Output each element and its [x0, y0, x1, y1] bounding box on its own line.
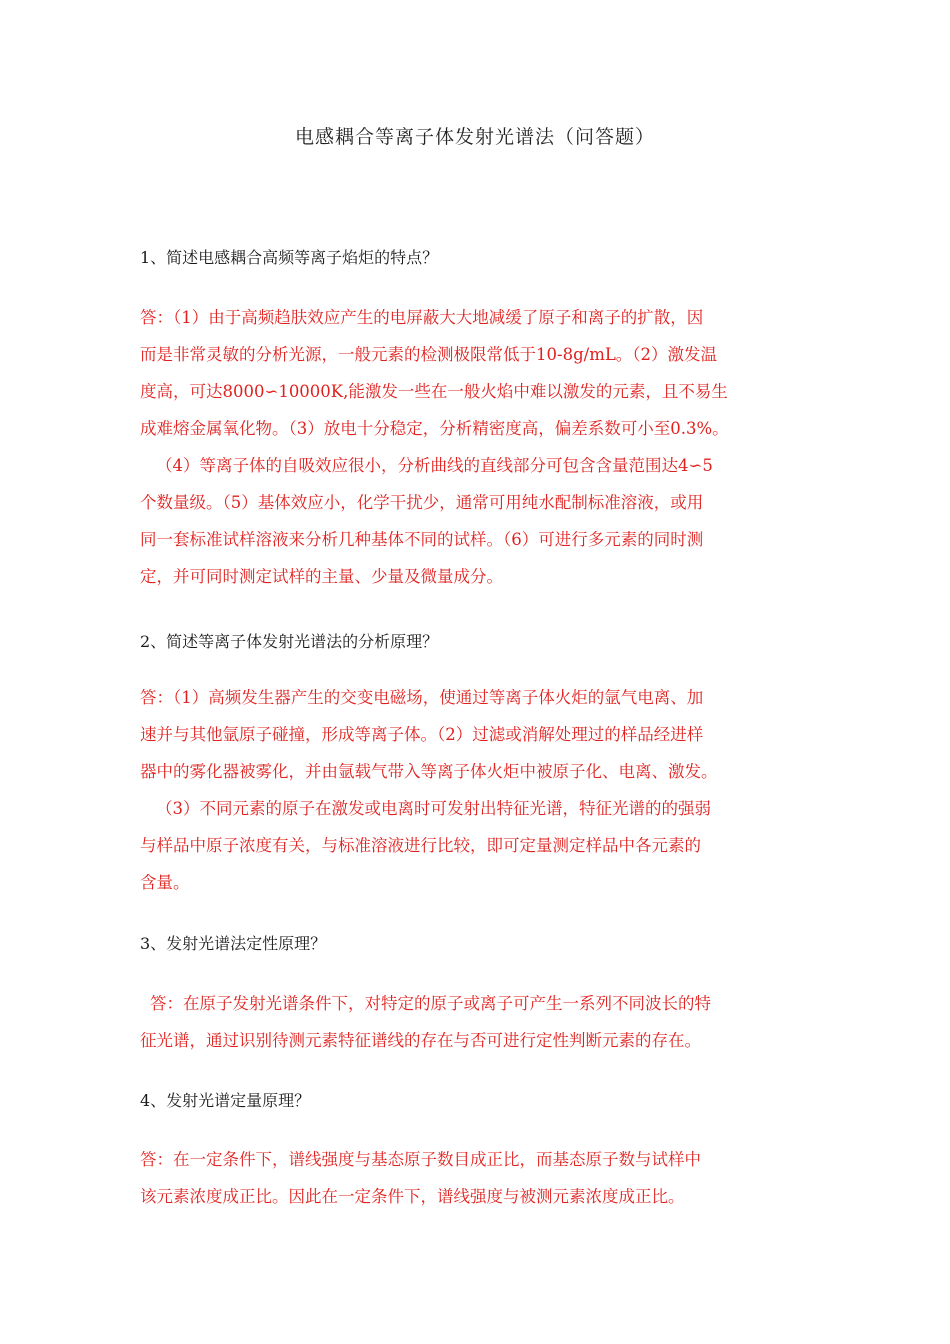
answer-line: 同一套标准试样溶液来分析几种基体不同的试样。（6）可进行多元素的同时测 [140, 530, 704, 549]
answer-line: 答：在原子发射光谱条件下，对特定的原子或离子可产生一系列不同波长的特 [150, 994, 711, 1013]
answer-line: 答：（1）由于高频趋肤效应产生的电屏蔽大大地减缓了原子和离子的扩散，因 [140, 308, 704, 327]
answer-line: 定，并可同时测定试样的主量、少量及微量成分。 [140, 567, 503, 586]
answer-line: 答：（1）高频发生器产生的交变电磁场，使通过等离子体火炬的氩气电离、加 [140, 688, 704, 707]
section-2 [140, 630, 820, 654]
section-3 [140, 932, 820, 956]
document-title: 电感耦合等离子体发射光谱法（问答题） [294, 126, 655, 148]
answer-line: （3）不同元素的原子在激发或电离时可发射出特征光谱，特征光谱的的强弱 [156, 799, 711, 818]
answer-line: 答：在一定条件下，谱线强度与基态原子数目成正比，而基态原子数与试样中 [140, 1150, 701, 1169]
answer-line: 而是非常灵敏的分析光源，一般元素的检测极限常低于10-8g/mL。（2）激发温 [140, 345, 718, 364]
section-1 [140, 246, 820, 270]
answer-line: 征光谱，通过识别待测元素特征谱线的存在与否可进行定性判断元素的存在。 [140, 1031, 701, 1050]
answer-line: 该元素浓度成正比。因此在一定条件下，谱线强度与被测元素浓度成正比。 [140, 1187, 685, 1206]
question-2: 2、简述等离子体发射光谱法的分析原理？ [140, 632, 439, 651]
answer-2 [140, 679, 820, 901]
answer-line: （4）等离子体的自吸效应很小，分析曲线的直线部分可包含含量范围达4∽5 [156, 456, 713, 475]
answer-line: 速并与其他氩原子碰撞，形成等离子体。（2）过滤或消解处理过的样品经进样 [140, 725, 704, 744]
answer-1 [140, 299, 820, 595]
question-1: 1、简述电感耦合高频等离子焰炬的特点？ [140, 248, 439, 267]
section-4 [140, 1089, 820, 1113]
question-3: 3、发射光谱法定性原理？ [140, 934, 327, 953]
answer-line: 度高，可达8000∽10000K,能激发一些在一般火焰中难以激发的元素，且不易生 [140, 382, 728, 401]
answer-line: 器中的雾化器被雾化，并由氩载气带入等离子体火炬中被原子化、电离、激发。 [140, 762, 718, 781]
answer-line: 含量。 [140, 873, 190, 892]
question-4: 4、发射光谱定量原理？ [140, 1091, 311, 1110]
answer-line: 成难熔金属氧化物。（3）放电十分稳定，分析精密度高，偏差系数可小至0.3%。 [140, 419, 729, 438]
answer-line: 个数量级。（5）基体效应小，化学干扰少，通常可用纯水配制标准溶液，或用 [140, 493, 704, 512]
answer-line: 与样品中原子浓度有关，与标准溶液进行比较，即可定量测定样品中各元素的 [140, 836, 701, 855]
answer-3 [140, 985, 820, 1059]
answer-4 [140, 1141, 820, 1215]
